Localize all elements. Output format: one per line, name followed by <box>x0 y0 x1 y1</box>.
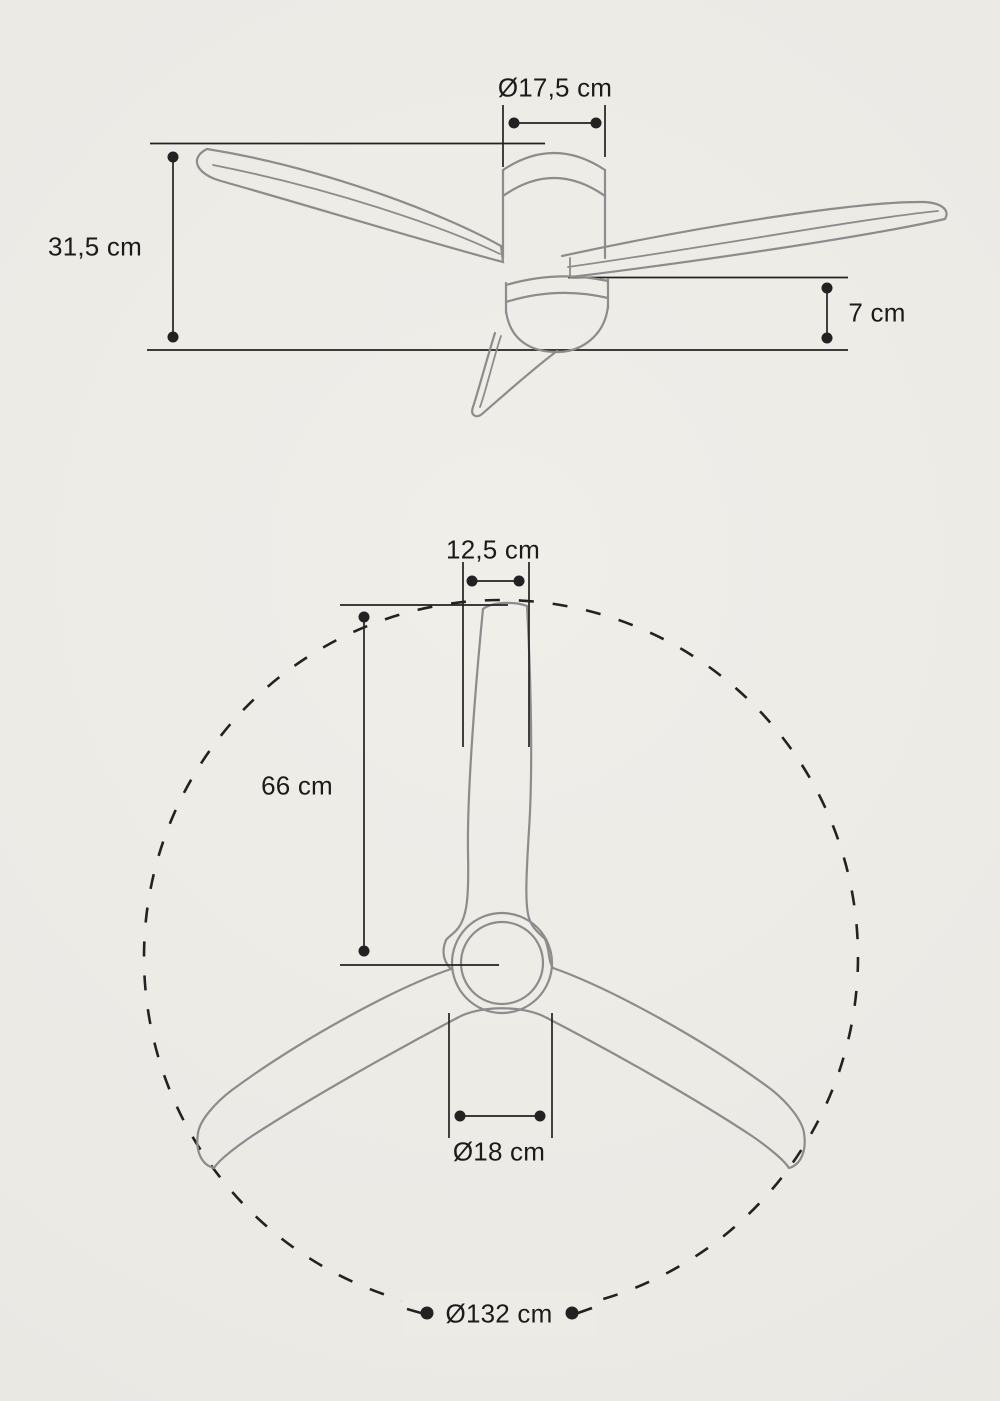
sweep-circle <box>144 600 858 1314</box>
fan-blade-lower-right-bottom-view <box>547 968 805 1168</box>
fan-canopy <box>503 153 605 258</box>
label-canopy-diameter: Ø17,5 cm <box>497 72 613 103</box>
dimension-total-height <box>168 152 179 343</box>
dimension-blade-length <box>340 605 508 965</box>
blade-root-connectors <box>444 939 553 1018</box>
label-blade-length: 66 cm <box>261 770 333 801</box>
fan-blade-left-side-view <box>197 149 503 262</box>
label-blade-width: 12,5 cm <box>446 534 540 565</box>
fan-hub <box>452 913 552 1013</box>
fan-blade-right-side-view <box>562 202 947 277</box>
side-view-drawing <box>147 105 947 416</box>
fan-blade-lower-left-bottom-view <box>197 969 457 1168</box>
dimension-housing-height <box>568 278 848 344</box>
label-hub-diameter: Ø18 cm <box>452 1136 546 1167</box>
label-total-height: 31,5 cm <box>48 231 142 262</box>
fan-blade-front-side-view <box>472 333 557 416</box>
label-sweep-diameter: Ø132 cm <box>445 1298 553 1329</box>
bottom-view-drawing <box>144 562 858 1336</box>
dimension-canopy-diameter <box>503 105 605 167</box>
label-housing-height: 7 cm <box>848 297 906 328</box>
fan-blade-top-bottom-view <box>446 603 545 940</box>
dimension-hub-diameter <box>449 1013 552 1138</box>
fan-light-housing <box>506 276 608 352</box>
side-view-reference-lines <box>147 144 848 351</box>
